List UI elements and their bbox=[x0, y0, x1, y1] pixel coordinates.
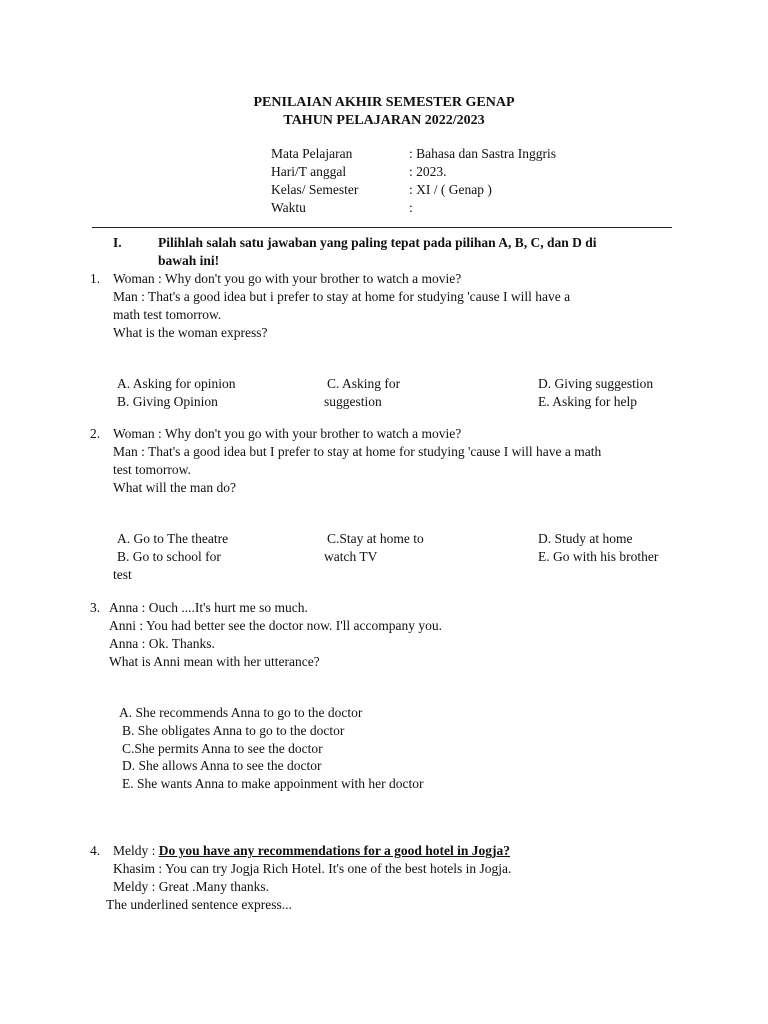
option-c-continued: suggestion bbox=[324, 394, 382, 409]
question-line: Anni : You had better see the doctor now. I'll accompany you. bbox=[109, 618, 442, 633]
info-value-time: : bbox=[409, 200, 413, 215]
header-divider bbox=[92, 227, 672, 228]
question-number: 3. bbox=[90, 600, 101, 615]
section-number: I. bbox=[113, 235, 122, 250]
question-line: Woman : Why don't you go with your brother to watch a movie? bbox=[113, 426, 462, 441]
exam-year: TAHUN PELAJARAN 2022/2023 bbox=[283, 113, 485, 128]
option-b: B. Go to school for bbox=[117, 549, 221, 564]
option-a: A. Asking for opinion bbox=[117, 376, 236, 391]
option-c: C.Stay at home to bbox=[327, 531, 424, 546]
option-d: D. She allows Anna to see the doctor bbox=[122, 758, 322, 773]
option-e: E. She wants Anna to make appoinment with her doctor bbox=[122, 776, 424, 791]
question-line: Meldy : Great .Many thanks. bbox=[113, 879, 269, 894]
question-number: 2. bbox=[90, 426, 101, 441]
underlined-sentence: Do you have any recommendations for a good hotel in Jogja? bbox=[158, 843, 511, 858]
question-line: Anna : Ouch ....It's hurt me so much. bbox=[109, 600, 308, 615]
question-line-first bbox=[113, 842, 510, 860]
info-label-class: Kelas/ Semester bbox=[271, 182, 359, 197]
option-d: D. Study at home bbox=[538, 531, 633, 546]
option-a: A. She recommends Anna to go to the doctor bbox=[119, 705, 363, 720]
option-a: A. Go to The theatre bbox=[117, 531, 229, 546]
info-label-date: Hari/T anggal bbox=[271, 164, 347, 179]
section-instruction-line1: Pilihlah salah satu jawaban yang paling tepat pada pilihan A, B, C, dan D di bbox=[158, 235, 597, 250]
speaker-label: Meldy : bbox=[113, 843, 159, 858]
info-label-subject: Mata Pelajaran bbox=[271, 146, 353, 161]
question-line: Khasim : You can try Jogja Rich Hotel. It's one of the best hotels in Jogja. bbox=[113, 861, 512, 876]
question-line: test tomorrow. bbox=[113, 462, 191, 477]
question-prompt: The underlined sentence express... bbox=[106, 897, 292, 912]
option-c-continued: watch TV bbox=[324, 549, 378, 564]
question-line: Man : That's a good idea but i prefer to stay at home for studying 'cause I will have a bbox=[113, 289, 571, 304]
question-line: Woman : Why don't you go with your brother to watch a movie? bbox=[113, 271, 462, 286]
question-prompt: What will the man do? bbox=[113, 480, 236, 495]
option-b-continued: test bbox=[113, 567, 132, 582]
info-value-subject: : Bahasa dan Sastra Inggris bbox=[409, 146, 556, 161]
section-instruction-line2: bawah ini! bbox=[158, 253, 220, 268]
option-e: E. Asking for help bbox=[538, 394, 637, 409]
info-label-time: Waktu bbox=[271, 200, 306, 215]
option-c: C. Asking for bbox=[327, 376, 401, 391]
question-number: 1. bbox=[90, 271, 101, 286]
question-prompt: What is the woman express? bbox=[113, 325, 268, 340]
question-line: Man : That's a good idea but I prefer to stay at home for studying 'cause I will have a math bbox=[113, 444, 602, 459]
question-line: Anna : Ok. Thanks. bbox=[109, 636, 215, 651]
option-e: E. Go with his brother bbox=[538, 549, 659, 564]
question-number: 4. bbox=[90, 843, 101, 858]
info-value-date: : 2023. bbox=[409, 164, 447, 179]
question-line: math test tomorrow. bbox=[113, 307, 222, 322]
option-c: C.She permits Anna to see the doctor bbox=[122, 741, 323, 756]
option-b: B. She obligates Anna to go to the doctor bbox=[122, 723, 345, 738]
exam-title: PENILAIAN AKHIR SEMESTER GENAP bbox=[253, 95, 515, 110]
question-prompt: What is Anni mean with her utterance? bbox=[109, 654, 320, 669]
option-b: B. Giving Opinion bbox=[117, 394, 218, 409]
option-d: D. Giving suggestion bbox=[538, 376, 654, 391]
info-value-class: : XI / ( Genap ) bbox=[409, 182, 492, 197]
